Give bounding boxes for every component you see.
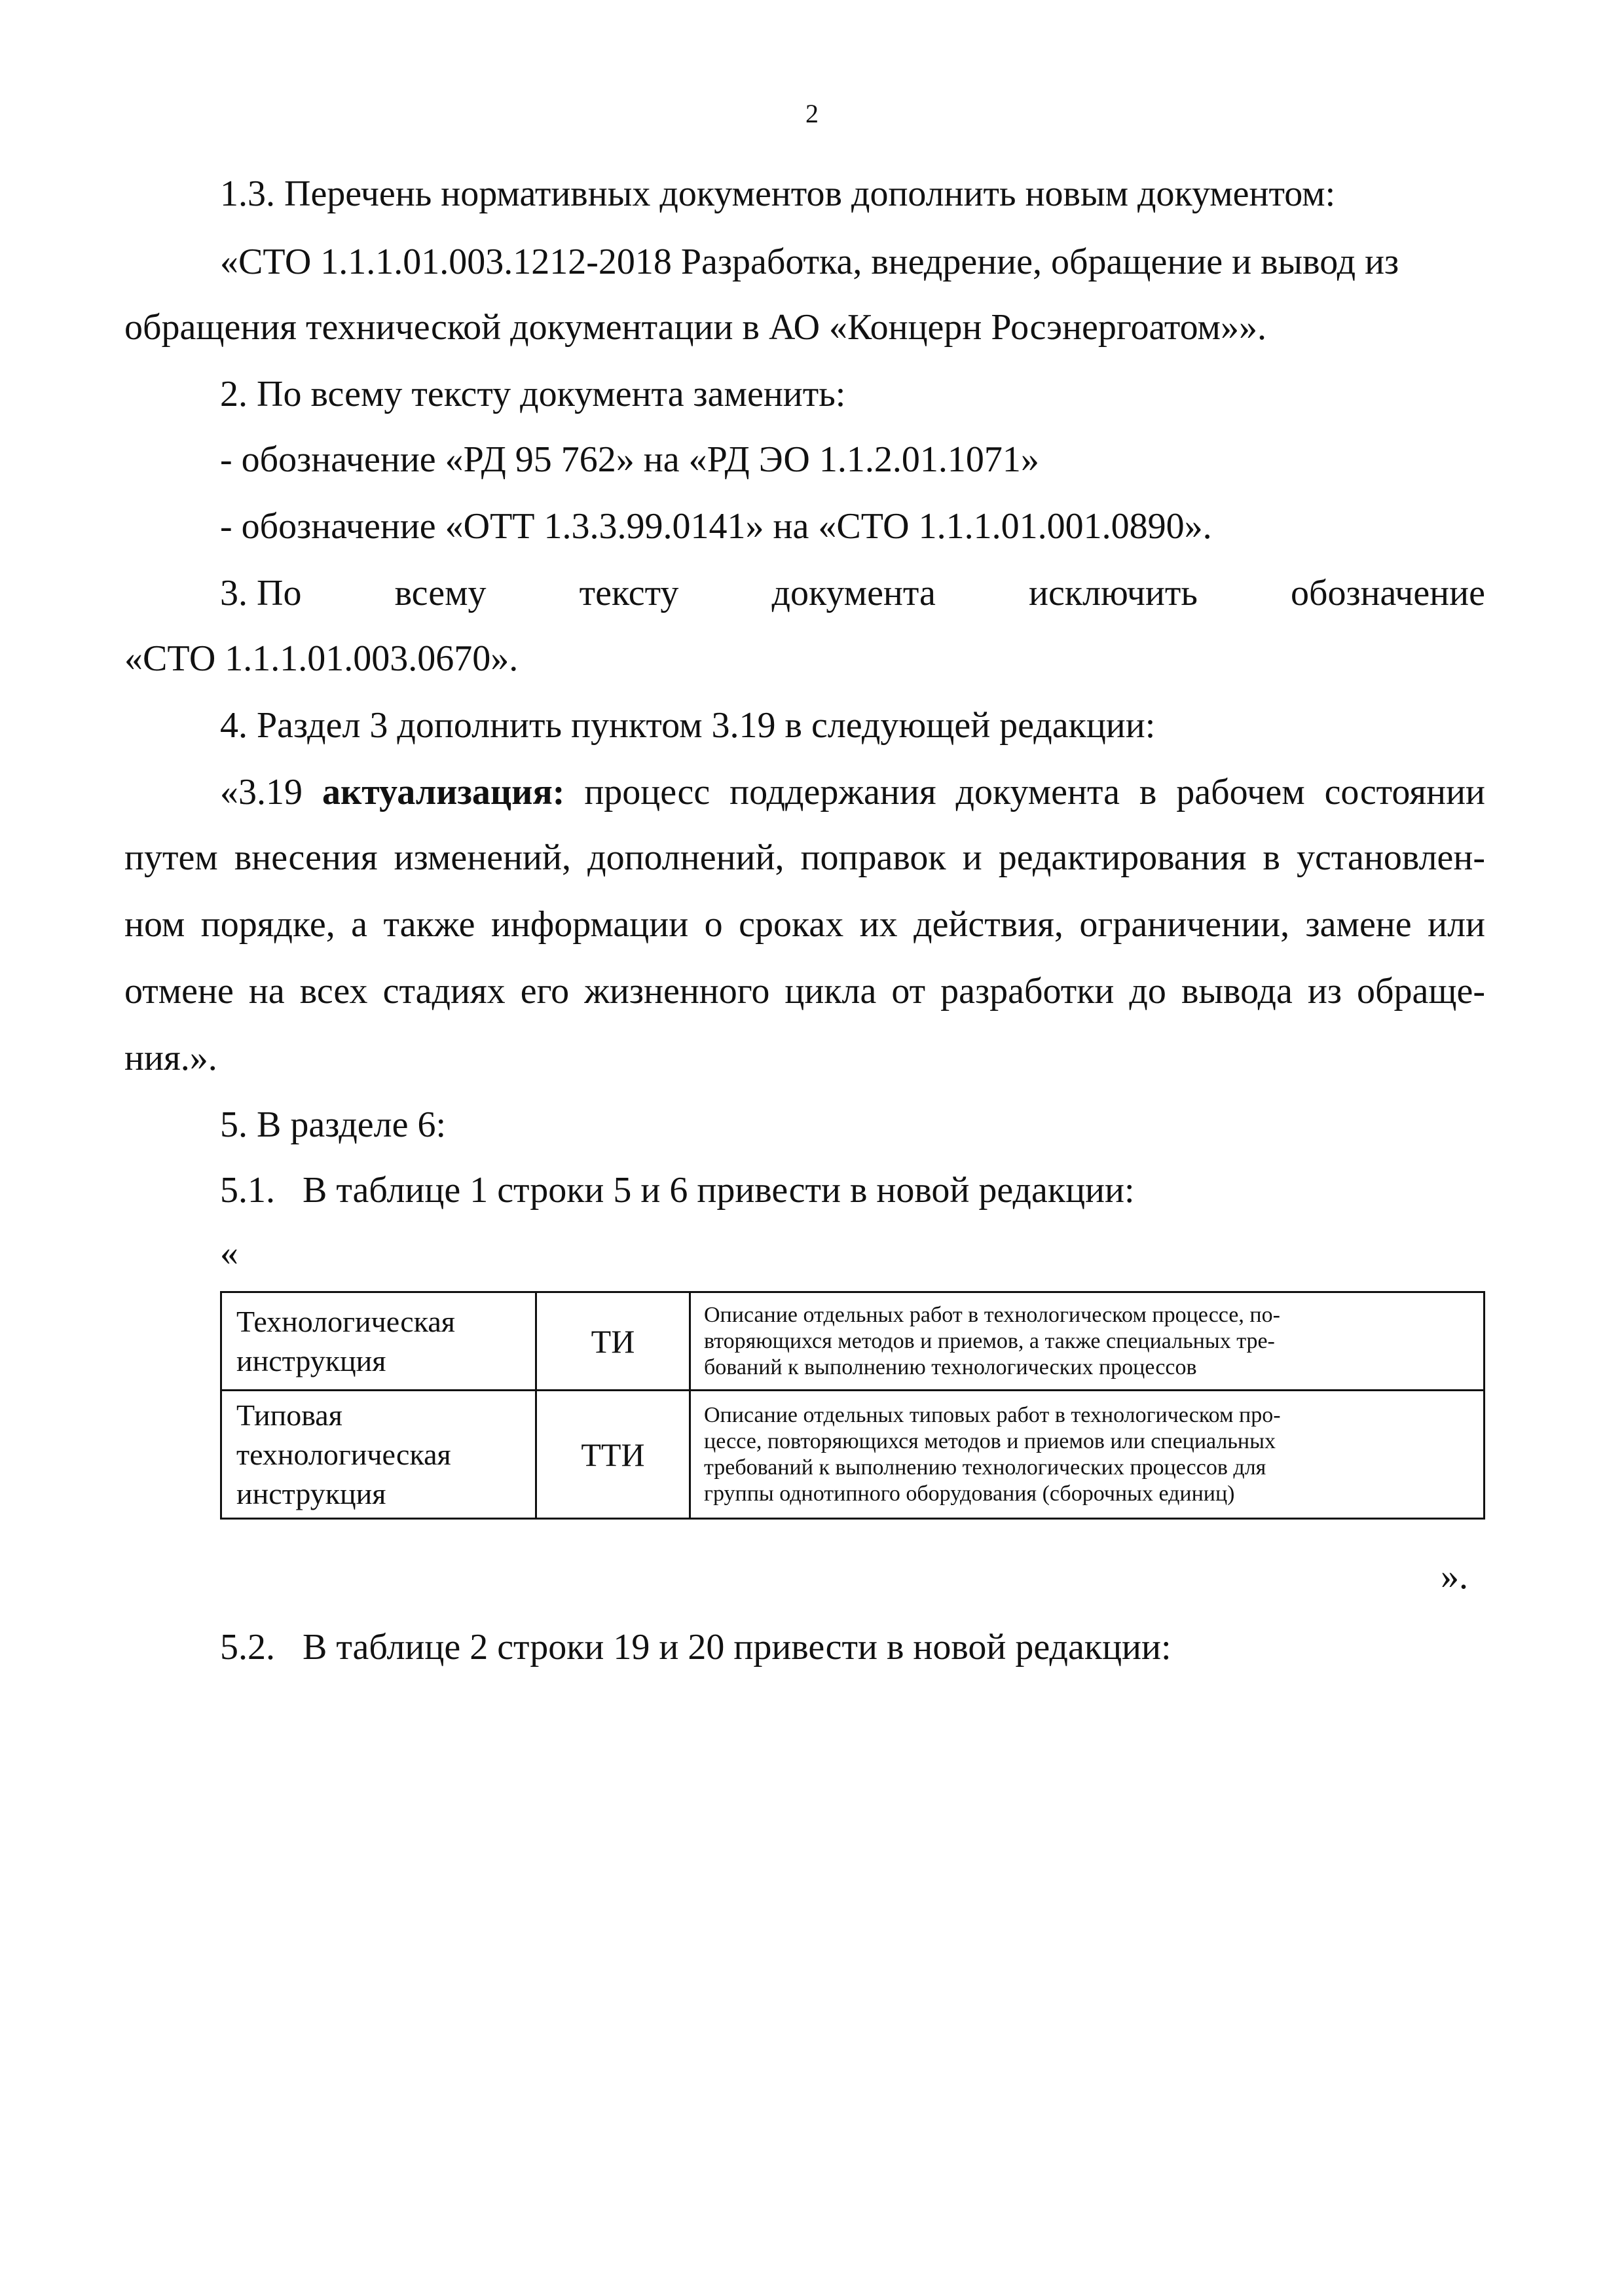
paragraph-5: 5. В разделе 6:	[220, 1104, 447, 1145]
cell-line: Описание отдельных работ в технологическом процессе, по-	[704, 1302, 1280, 1327]
document-types-table	[220, 1291, 1485, 1520]
paragraph-3-word: всему	[394, 573, 487, 613]
definition-line-4: отмене на всех стадиях его жизненного цикла от разработки до вывода из обраще-	[124, 971, 1485, 1011]
paragraph-3-word: документа	[771, 573, 936, 613]
cell-line: инструкция	[236, 1476, 386, 1510]
quote-close: ».	[1441, 1556, 1468, 1597]
cell-line: бований к выполнению технологических процессов	[704, 1355, 1197, 1379]
cell-line: Описание отдельных типовых работ в технологическом про-	[704, 1402, 1281, 1427]
paragraph-2: 2. По всему тексту документа заменить:	[220, 374, 846, 414]
paragraph-5-2: 5.2. В таблице 2 строки 19 и 20 привести в новой редакции:	[220, 1627, 1172, 1667]
table-row	[221, 1391, 1485, 1519]
paragraph-3-word: обозначение	[1290, 573, 1485, 613]
cell-line: инструкция	[236, 1343, 386, 1377]
paragraph-sto-1212-line-2: обращения технической документации в АО «Концерн Росэнергоатом»».	[124, 307, 1266, 348]
paragraph-2-item-2: - обозначение «ОТТ 1.3.3.99.0141» на «СТО 1.1.1.01.001.0890».	[220, 506, 1212, 547]
table-cell-name	[221, 1391, 536, 1519]
paragraph-3-line-1	[220, 575, 1485, 611]
cell-line: Технологическая	[236, 1304, 455, 1338]
definition-prefix: «3.19	[220, 772, 322, 812]
table-cell-code: ТИ	[536, 1292, 690, 1391]
definition-line-5: ния.».	[124, 1038, 217, 1078]
paragraph-sto-1212-line-1: «СТО 1.1.1.01.003.1212-2018 Разработка, внедрение, обращение и вывод из	[220, 242, 1399, 282]
paragraph-4: 4. Раздел 3 дополнить пунктом 3.19 в следующей редакции:	[220, 705, 1156, 746]
paragraph-3-line-2: «СТО 1.1.1.01.003.0670».	[124, 638, 519, 679]
cell-line: цессе, повторяющихся методов и приемов или специальных	[704, 1429, 1276, 1453]
definition-text: процесс поддержания документа в рабочем состоянии	[564, 772, 1486, 812]
page-number: 2	[805, 99, 819, 128]
paragraph-1-3: 1.3. Перечень нормативных документов дополнить новым документом:	[220, 173, 1336, 214]
cell-line: технологическая	[236, 1437, 451, 1471]
table-cell-name	[221, 1292, 536, 1391]
table-cell-code: ТТИ	[536, 1391, 690, 1519]
paragraph-2-item-1: - обозначение «РД 95 762» на «РД ЭО 1.1.2.01.1071»	[220, 439, 1039, 480]
cell-line: вторяющихся методов и приемов, а также специальных тре-	[704, 1328, 1275, 1353]
cell-line: Типовая	[236, 1398, 342, 1432]
definition-line-3: ном порядке, а также информации о сроках их действия, ограничении, замене или	[124, 904, 1485, 945]
paragraph-3-word: исключить	[1029, 573, 1198, 613]
definition-term: актуализация:	[322, 772, 565, 812]
paragraph-3-word: 3. По	[220, 573, 302, 613]
quote-open: «	[220, 1233, 238, 1273]
definition-line-1	[220, 774, 1485, 811]
table-cell-description	[690, 1292, 1485, 1391]
table-row	[221, 1292, 1485, 1391]
cell-line: группы однотипного оборудования (сборочных единиц)	[704, 1481, 1235, 1506]
paragraph-3-word: тексту	[579, 573, 679, 613]
paragraph-5-1: 5.1. В таблице 1 строки 5 и 6 привести в новой редакции:	[220, 1170, 1135, 1211]
table-cell-description	[690, 1391, 1485, 1519]
definition-line-2: путем внесения изменений, дополнений, поправок и редактирования в установлен-	[124, 837, 1485, 878]
cell-line: требований к выполнению технологических процессов для	[704, 1455, 1266, 1480]
